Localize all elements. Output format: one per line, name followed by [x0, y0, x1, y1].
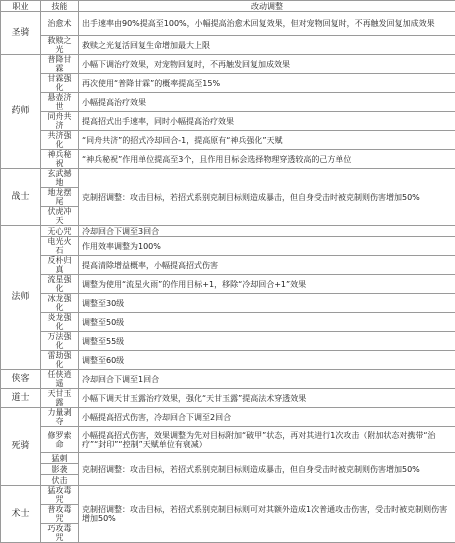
- table-row: [1, 313, 455, 332]
- adjustment-text: 克制招调整：攻击目标，若招式系别克制目标则可对其额外造成1次普通攻击伤害，受击时被克制则伤害增加50%: [79, 486, 455, 543]
- skill-name: 神兵秘祝: [41, 150, 79, 169]
- adjustment-text: 再次使用“普降甘霖”的概率提高至15%: [79, 74, 455, 93]
- skill-name: 影袭: [41, 464, 79, 475]
- table-row: [1, 389, 455, 408]
- skill-name: 流星强化: [41, 275, 79, 294]
- adjustment-text: 作用效率调整为100%: [79, 237, 455, 256]
- table-row: [1, 256, 455, 275]
- skill-name: 反朴归真: [41, 256, 79, 275]
- table-row: [1, 169, 455, 188]
- class-name: 术士: [1, 486, 41, 543]
- skill-name: 伏虎冲天: [41, 207, 79, 226]
- skill-name: 炎龙强化: [41, 313, 79, 332]
- adjustment-text: 调整至30级: [79, 294, 455, 313]
- table-row: [1, 351, 455, 370]
- table-row: [1, 408, 455, 427]
- adjustment-text: 提高清除增益概率，小幅提高招式伤害: [79, 256, 455, 275]
- header-class: 职业: [1, 1, 41, 12]
- header-row: [1, 1, 455, 12]
- skill-name: 力量剥夺: [41, 408, 79, 427]
- skill-name: 电光火石: [41, 237, 79, 256]
- adjustment-text: 调整至55级: [79, 332, 455, 351]
- header-adjustment: 改动调整: [79, 1, 455, 12]
- skill-name: 救赎之光: [41, 36, 79, 55]
- table-row: [1, 55, 455, 74]
- skill-name: 甘霖强化: [41, 74, 79, 93]
- adjustment-text: “神兵秘祝”作用单位提高至3个，且作用目标会选择物理穿透较高的己方单位: [79, 150, 455, 169]
- adjustment-text: 冷却回合下调至3回合: [79, 226, 455, 237]
- adjustment-text: 调整至60级: [79, 351, 455, 370]
- class-name: 圣骑: [1, 12, 41, 55]
- adjustment-text: 救赎之光复活回复生命增加最大上限: [79, 36, 455, 55]
- adjustment-text: 小幅下调天甘玉露治疗效果，强化“天甘玉露”提高法术穿透效果: [79, 389, 455, 408]
- adjustment-text: 出手速率由90%提高至100%，小幅提高治愈术回复效果，但对宠物回复时，不再触发回复加成效果: [79, 12, 455, 36]
- skill-name: 无心咒: [41, 226, 79, 237]
- skill-name: 冰龙强化: [41, 294, 79, 313]
- table-row: [1, 74, 455, 93]
- table-row: [1, 93, 455, 112]
- adjustment-text: 克制招调整：攻击目标，若招式系别克制目标则造成暴击，但自身受击时被克制则伤害增加50%: [79, 453, 455, 486]
- skill-name: 伏击: [41, 475, 79, 486]
- skill-name: 巧攻毒咒: [41, 524, 79, 543]
- skill-name: 猛攻毒咒: [41, 486, 79, 505]
- skill-name: 修罗索命: [41, 427, 79, 453]
- skill-name: 普攻毒咒: [41, 505, 79, 524]
- table-row: [1, 237, 455, 256]
- class-name: 战士: [1, 169, 41, 226]
- table-row: [1, 453, 455, 464]
- table-row: [1, 12, 455, 36]
- skill-name: 猛刺: [41, 453, 79, 464]
- table-row: [1, 486, 455, 505]
- adjustment-text: 提高招式出手速率，同时小幅提高治疗效果: [79, 112, 455, 131]
- adjustment-text: 小幅提高招式伤害，冷却回合下调至2回合: [79, 408, 455, 427]
- header-skill: 技能: [41, 1, 79, 12]
- table-row: [1, 332, 455, 351]
- table-row: [1, 36, 455, 55]
- skill-name: 万法强化: [41, 332, 79, 351]
- skill-name: 天甘玉露: [41, 389, 79, 408]
- skill-name: 治愈术: [41, 12, 79, 36]
- adjustment-text: 调整至50级: [79, 313, 455, 332]
- skill-name: 悬壶济世: [41, 93, 79, 112]
- table-row: [1, 112, 455, 131]
- adjustment-text: 克制招调整：攻击目标，若招式系别克制目标则造成暴击，但自身受击时被克制则伤害增加50%: [79, 169, 455, 226]
- class-name: 道士: [1, 389, 41, 408]
- class-name: 死骑: [1, 408, 41, 486]
- table-row: [1, 294, 455, 313]
- adjustment-text: 冷却回合下调至1回合: [79, 370, 455, 389]
- adjustment-text: 小幅提高招式伤害，效果调整为先对目标附加“破甲”状态，再对其进行1次攻击（附加状态对携带“治疗”“封印”“控制”天赋单位有衰减）: [79, 427, 455, 453]
- table-row: [1, 131, 455, 150]
- class-name: 药师: [1, 55, 41, 169]
- skill-name: 地龙摆尾: [41, 188, 79, 207]
- skill-name: 任侠逍遥: [41, 370, 79, 389]
- adjustment-text: “同舟共济”的招式冷却回合-1，提高原有“神兵强化”天赋: [79, 131, 455, 150]
- table-row: [1, 370, 455, 389]
- table-row: [1, 275, 455, 294]
- table-row: [1, 226, 455, 237]
- class-name: 侠客: [1, 370, 41, 389]
- skill-name: 雷劫强化: [41, 351, 79, 370]
- skill-name: 普降甘霖: [41, 55, 79, 74]
- skill-name: 玄武撼地: [41, 169, 79, 188]
- table-row: [1, 150, 455, 169]
- adjustment-text: 小幅提高治疗效果: [79, 93, 455, 112]
- class-name: 法师: [1, 226, 41, 370]
- adjustment-text: 调整为使用“流星火雨”的作用目标+1，移除“冷却回合+1”效果: [79, 275, 455, 294]
- adjustment-text: 小幅下调治疗效果，对宠物回复时，不再触发回复加成效果: [79, 55, 455, 74]
- skill-name: 共济强化: [41, 131, 79, 150]
- skill-name: 同舟共济: [41, 112, 79, 131]
